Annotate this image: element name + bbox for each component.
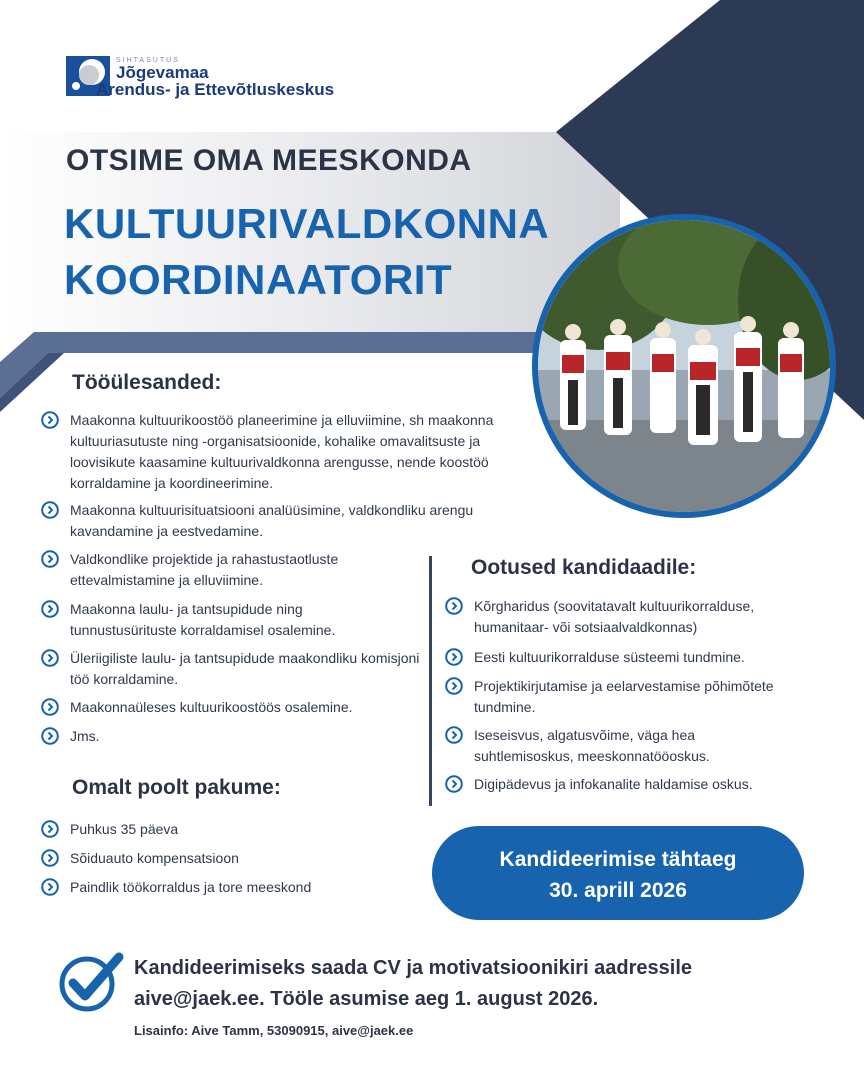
- headline-line2: KULTUURIVALDKONNA: [64, 200, 550, 247]
- duties-title: Tööülesanded:: [72, 371, 222, 394]
- headline-line3: KOORDINAATORIT: [64, 256, 453, 303]
- headline-line1: OTSIME OMA MEESKONDA: [66, 144, 472, 177]
- offer-item: [41, 819, 421, 840]
- expectation-text: Kõrgharidus (soovitatavalt kultuurikorralduse, humanitaar- või sotsiaalvaldkonnas): [474, 598, 755, 635]
- folk-dancers-illustration: [538, 220, 830, 512]
- chevron-circle-icon: [445, 677, 463, 695]
- expectation-text: Digipädevus ja infokanalite haldamise oskus.: [474, 776, 753, 792]
- duty-text: Maakonna laulu- ja tantsupidude ning tunnustusürituste korraldamisel osalemine.: [70, 601, 336, 638]
- deadline-badge: [432, 826, 804, 920]
- expectation-item: [445, 647, 825, 668]
- duty-text: Maakonna kultuurikoostöö planeerimine ja elluviimine, sh maakonna kultuuriasutuste ning -organisatsioonide, kohalike omavalitsuste ja loovisikute kaasamine kultuurivaldkonna arengusse, nende koostöö korraldamine ja koordineerimine.: [70, 412, 494, 491]
- expectation-text: Eesti kultuurikorralduse süsteemi tundmine.: [474, 649, 745, 665]
- apply-line1: Kandideerimiseks saada CV ja motivatsioonikiri aadressile: [134, 957, 693, 979]
- duty-item: [41, 648, 426, 690]
- duty-item: [41, 697, 426, 718]
- offer-text: Sõiduauto kompensatsioon: [70, 850, 239, 866]
- chevron-circle-icon: [41, 727, 59, 745]
- chevron-circle-icon: [445, 726, 463, 744]
- duty-item: [41, 410, 511, 494]
- headline-main: [64, 196, 549, 308]
- folk-dancers-photo: [532, 214, 836, 518]
- chevron-circle-icon: [41, 550, 59, 568]
- duty-text: Maakonnaüleses kultuurikoostöös osalemine.: [70, 699, 353, 715]
- chevron-circle-icon: [445, 648, 463, 666]
- column-divider: [429, 556, 432, 806]
- deadline-date: 30. aprill 2026: [549, 879, 687, 902]
- expectation-item: [445, 725, 785, 767]
- duty-text: Üleriigiliste laulu- ja tantsupidude maakondliku komisjoni töö korraldamine.: [70, 650, 420, 687]
- duty-text: Jms.: [70, 728, 100, 744]
- offer-text: Puhkus 35 päeva: [70, 821, 179, 837]
- offer-title: Omalt poolt pakume:: [72, 776, 281, 799]
- deadline-label: Kandideerimise tähtaeg: [499, 848, 737, 871]
- logo-name-line2: Arendus- ja Ettevõtluskeskus: [96, 80, 335, 99]
- chevron-circle-icon: [41, 649, 59, 667]
- offer-text: Paindlik töökorraldus ja tore meeskond: [70, 879, 312, 895]
- expectation-item: [445, 596, 825, 638]
- chevron-circle-icon: [41, 878, 59, 896]
- duty-item: [41, 500, 511, 542]
- logo-name-line1: Jõgevamaa: [116, 63, 209, 82]
- chevron-circle-icon: [41, 501, 59, 519]
- chevron-circle-icon: [445, 597, 463, 615]
- expectation-item: [445, 774, 825, 795]
- expectation-text: Projektikirjutamise ja eelarvestamise põhimõtete tundmine.: [474, 678, 774, 715]
- offer-item: [41, 848, 421, 869]
- expectations-title: Ootused kandidaadile:: [471, 556, 697, 579]
- logo-subtitle: SIHTASUTUS: [116, 57, 180, 64]
- checkmark-icon: [59, 951, 125, 1013]
- contact-info: Lisainfo: Aive Tamm, 53090915, aive@jaek.ee: [134, 1023, 414, 1038]
- offer-item: [41, 877, 421, 898]
- chevron-circle-icon: [41, 411, 59, 429]
- duty-item: [41, 599, 411, 641]
- chevron-circle-icon: [445, 775, 463, 793]
- duty-item: [41, 726, 426, 747]
- chevron-circle-icon: [41, 820, 59, 838]
- duty-item: [41, 549, 411, 591]
- chevron-circle-icon: [41, 698, 59, 716]
- expectation-text: Iseseisvus, algatusvõime, väga hea suhtlemisoskus, meeskonnatööoskus.: [474, 727, 710, 764]
- duty-text: Valdkondlike projektide ja rahastustaotluste ettevalmistamine ja elluviimine.: [70, 551, 339, 588]
- chevron-circle-icon: [41, 600, 59, 618]
- duty-text: Maakonna kultuurisituatsiooni analüüsimine, valdkondliku arengu kavandamine ja eestvedamine.: [70, 502, 474, 539]
- expectation-item: [445, 676, 785, 718]
- apply-line2: aive@jaek.ee. Tööle asumise aeg 1. august 2026.: [134, 988, 599, 1010]
- apply-instructions: [134, 953, 834, 1015]
- chevron-circle-icon: [41, 849, 59, 867]
